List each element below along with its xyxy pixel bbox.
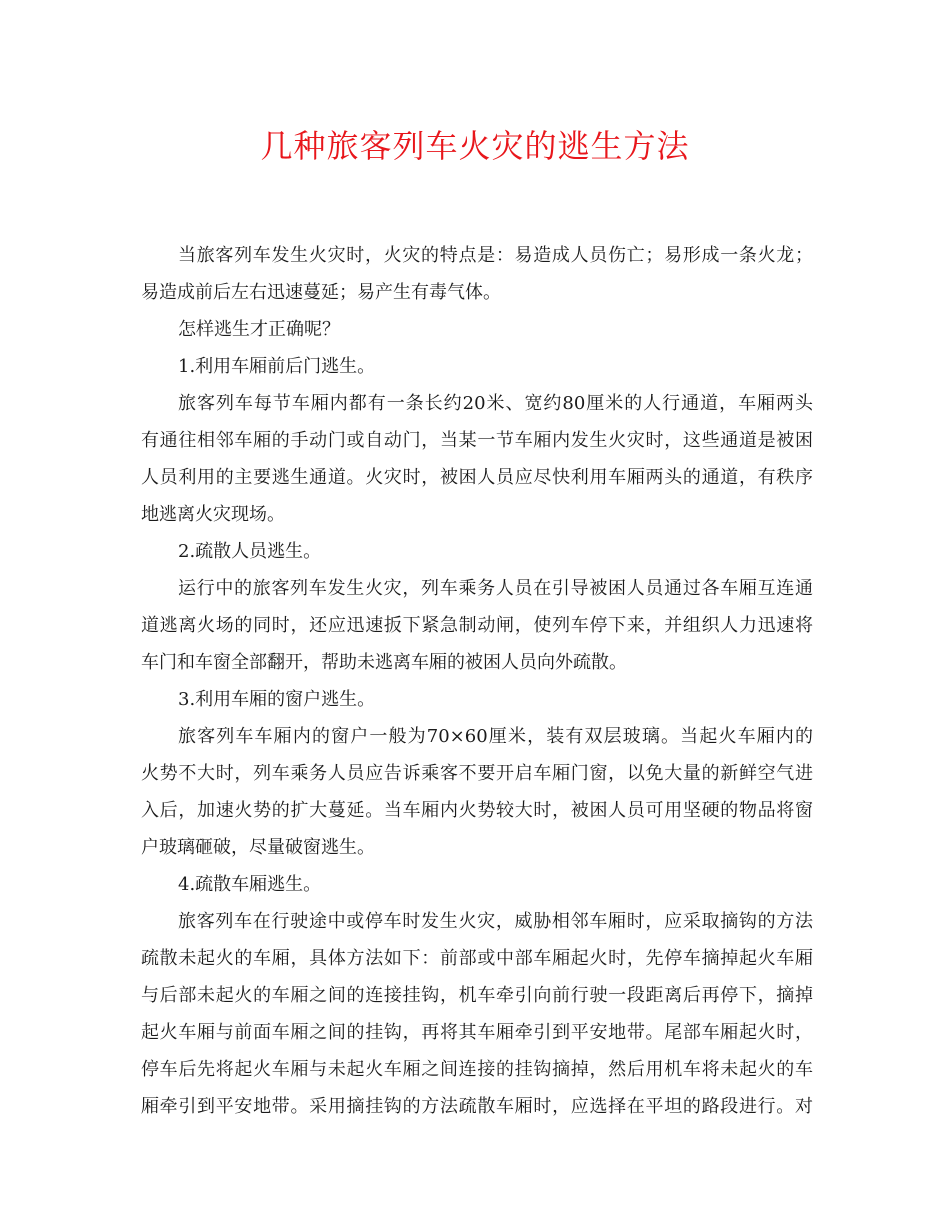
paragraph-line: 停车后先将起火车厢与未起火车厢之间连接的挂钩摘掉，然后用机车将未起火的车 bbox=[141, 1059, 813, 1080]
paragraph-line: 车门和车窗全部翻开，帮助未逃离车厢的被困人员向外疏散。 bbox=[141, 652, 627, 673]
paragraph bbox=[141, 385, 813, 533]
paragraph-line: 当旅客列车发生火灾时，火灾的特点是：易造成人员伤亡；易形成一条火龙； bbox=[178, 245, 813, 266]
paragraph-line: 易造成前后左右迅速蔓延；易产生有毒气体。 bbox=[141, 282, 501, 303]
paragraph-line: 火势不大时，列车乘务人员应告诉乘客不要开启车厢门窗，以免大量的新鲜空气进 bbox=[141, 763, 813, 784]
paragraph-line: 疏散未起火的车厢，具体方法如下：前部或中部车厢起火时，先停车摘掉起火车厢 bbox=[141, 948, 813, 969]
paragraph bbox=[141, 348, 813, 385]
paragraph-line: 起火车厢与前面车厢之间的挂钩，再将其车厢牵引到平安地带。尾部车厢起火时， bbox=[141, 1022, 813, 1043]
paragraph-line: 有通往相邻车厢的手动门或自动门，当某一节车厢内发生火灾时，这些通道是被困 bbox=[141, 430, 813, 451]
paragraph-line: 4.疏散车厢逃生。 bbox=[178, 874, 322, 895]
paragraph bbox=[141, 311, 813, 348]
paragraph bbox=[141, 718, 813, 866]
document-title: 几种旅客列车火灾的逃生方法 bbox=[260, 127, 690, 165]
paragraph-line: 与后部未起火的车厢之间的连接挂钩，机车牵引向前行驶一段距离后再停下，摘掉 bbox=[141, 985, 813, 1006]
paragraph bbox=[141, 681, 813, 718]
paragraph-line: 怎样逃生才正确呢？ bbox=[178, 319, 340, 340]
document-body bbox=[141, 237, 813, 1125]
paragraph-line: 厢牵引到平安地带。采用摘挂钩的方法疏散车厢时，应选择在平坦的路段进行。对 bbox=[141, 1096, 813, 1117]
paragraph-line: 1.利用车厢前后门逃生。 bbox=[178, 356, 376, 377]
paragraph bbox=[141, 570, 813, 681]
paragraph-line: 道逃离火场的同时，还应迅速扳下紧急制动闸，使列车停下来，并组织人力迅速将 bbox=[141, 615, 813, 636]
paragraph-line: 旅客列车车厢内的窗户一般为70×60厘米，装有双层玻璃。当起火车厢内的 bbox=[178, 726, 813, 747]
paragraph bbox=[141, 903, 813, 1125]
paragraph bbox=[141, 866, 813, 903]
paragraph-line: 地逃离火灾现场。 bbox=[141, 504, 285, 525]
paragraph-line: 旅客列车每节车厢内都有一条长约20米、宽约80厘米的人行通道，车厢两头 bbox=[178, 393, 813, 414]
paragraph-line: 3.利用车厢的窗户逃生。 bbox=[178, 689, 376, 710]
paragraph-line: 人员利用的主要逃生通道。火灾时，被困人员应尽快利用车厢两头的通道，有秩序 bbox=[141, 467, 813, 488]
paragraph-line: 入后，加速火势的扩大蔓延。当车厢内火势较大时，被困人员可用坚硬的物品将窗 bbox=[141, 800, 813, 821]
paragraph-line: 旅客列车在行驶途中或停车时发生火灾，威胁相邻车厢时，应采取摘钩的方法 bbox=[178, 911, 813, 932]
paragraph bbox=[141, 533, 813, 570]
paragraph-line: 户玻璃砸破，尽量破窗逃生。 bbox=[141, 837, 375, 858]
paragraph-line: 2.疏散人员逃生。 bbox=[178, 541, 322, 562]
paragraph bbox=[141, 237, 813, 311]
paragraph-line: 运行中的旅客列车发生火灾，列车乘务人员在引导被困人员通过各车厢互连通 bbox=[178, 578, 813, 599]
